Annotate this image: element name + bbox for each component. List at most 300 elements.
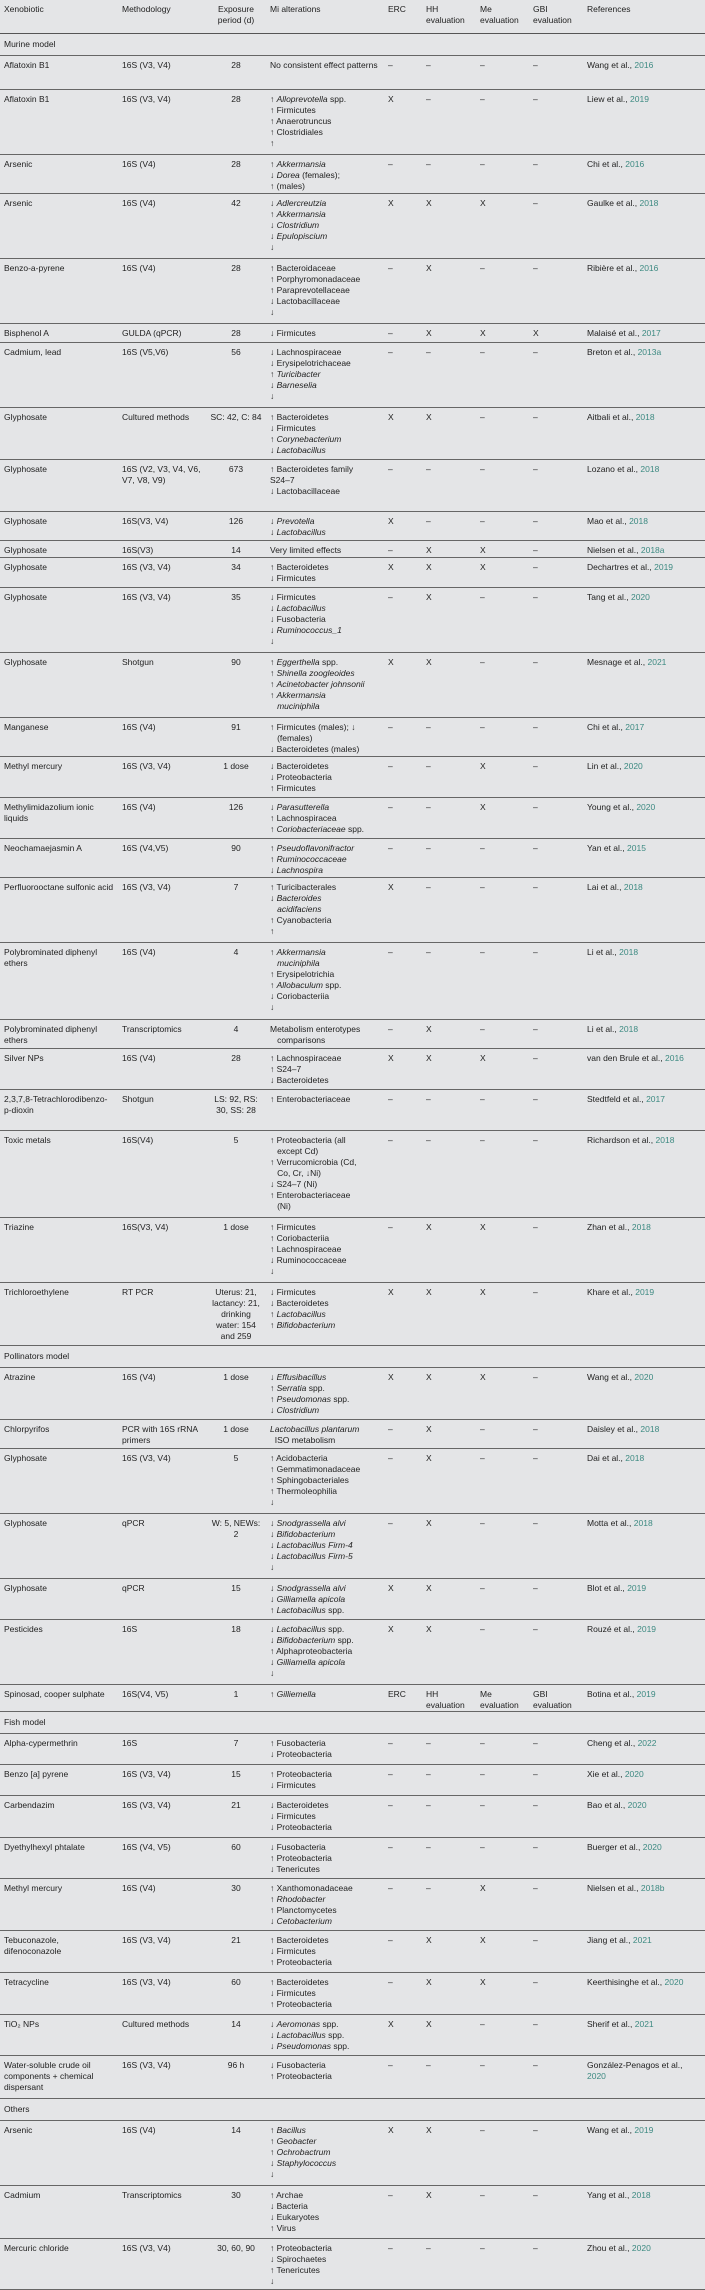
methodology-cell: 16S (V4): [118, 259, 206, 324]
gbi-cell: –: [529, 1879, 583, 1931]
reference-cell: Nielsen et al., 2018b: [583, 1879, 705, 1931]
reference-year-link[interactable]: 2018: [625, 1453, 645, 1463]
reference-cell: Yan et al., 2015: [583, 839, 705, 878]
col-header: Mi alterations: [266, 0, 384, 34]
table-row: [0, 1514, 705, 1579]
exposure-cell: 90: [206, 653, 266, 718]
reference-year-link[interactable]: 2018: [633, 1518, 653, 1528]
methodology-cell: Transcriptomics: [118, 1020, 206, 1049]
reference-cell: Jiang et al., 2021: [583, 1931, 705, 1973]
gbi-cell: –: [529, 2015, 583, 2056]
gbi-cell: –: [529, 90, 583, 155]
hh-cell: X: [422, 408, 476, 460]
table-row: [0, 1420, 705, 1449]
xenobiotic-cell: Methyl mercury: [0, 1879, 118, 1931]
erc-cell: –: [384, 1449, 422, 1514]
me-cell: –: [476, 1620, 529, 1685]
alterations-cell: ↓ Snodgrassella alvi ↓ Bifidobacterium ↓ Lactobacillus Firm-4 ↓ Lactobacillus Firm-5 ↓: [266, 1514, 384, 1579]
reference-year-link[interactable]: 2016: [634, 60, 654, 70]
exposure-cell: 1 dose: [206, 1420, 266, 1449]
xenobiotic-cell: Glyphosate: [0, 408, 118, 460]
reference-cell: Gaulke et al., 2018: [583, 194, 705, 259]
hh-cell: X: [422, 1368, 476, 1420]
xenobiotic-cell: Pesticides: [0, 1620, 118, 1685]
exposure-cell: 1 dose: [206, 1368, 266, 1420]
col-header: ERC: [384, 0, 422, 34]
table-row: [0, 2015, 705, 2056]
reference-cell: Breton et al., 2013a: [583, 343, 705, 408]
reference-cell: Yang et al., 2018: [583, 2186, 705, 2239]
col-header: Me evaluation: [476, 0, 529, 34]
methodology-cell: 16S(V4): [118, 1131, 206, 1218]
table-row: [0, 1838, 705, 1879]
me-cell: X: [476, 324, 529, 343]
me-cell: X: [476, 1218, 529, 1283]
xenobiotic-cell: Aflatoxin B1: [0, 90, 118, 155]
erc-cell: X: [384, 90, 422, 155]
alterations-cell: ↑ Akkermansia ↓ Dorea (females); ↑ (males): [266, 155, 384, 194]
gbi-cell: –: [529, 757, 583, 798]
me-cell: –: [476, 1420, 529, 1449]
erc-cell: –: [384, 718, 422, 757]
methodology-cell: 16S (V3, V4): [118, 1796, 206, 1838]
table-row: [0, 1049, 705, 1090]
me-cell: –: [476, 653, 529, 718]
reference-year-link[interactable]: 2018: [635, 412, 655, 422]
exposure-cell: 28: [206, 56, 266, 90]
alterations-cell: ↓ Snodgrassella alvi ↓ Gilliamella apicola ↑ Lactobacillus spp.: [266, 1579, 384, 1620]
reference-year-link[interactable]: 2020: [627, 1800, 647, 1810]
reference-year-link[interactable]: 2018: [629, 516, 648, 526]
methodology-cell: 16S (V5,V6): [118, 343, 206, 408]
xenobiotic-cell: Carbendazim: [0, 1796, 118, 1838]
table-row: [0, 839, 705, 878]
xenobiotic-cell: Arsenic: [0, 155, 118, 194]
gbi-cell: –: [529, 1368, 583, 1420]
alterations-cell: ↑ Proteobacteria ↓ Firmicutes: [266, 1765, 384, 1796]
me-cell: –: [476, 2015, 529, 2056]
erc-cell: –: [384, 1734, 422, 1765]
reference-year-link[interactable]: 2019: [635, 1287, 655, 1297]
alterations-cell: No consistent effect patterns: [266, 56, 384, 90]
col-header: HH evaluation: [422, 0, 476, 34]
me-cell: –: [476, 155, 529, 194]
me-cell: –: [476, 588, 529, 653]
table-row: [0, 1449, 705, 1514]
exposure-cell: 14: [206, 2121, 266, 2186]
xenobiotic-cell: Methyl mercury: [0, 757, 118, 798]
hh-cell: X: [422, 324, 476, 343]
reference-year-link[interactable]: 2017: [625, 722, 645, 732]
alterations-cell: ↑ Bacteroidetes ↓ Firmicutes ↑ Proteobacteria: [266, 1973, 384, 2015]
reference-cell: González-Penagos et al., 2020: [583, 2056, 705, 2099]
erc-cell: –: [384, 155, 422, 194]
hh-cell: –: [422, 155, 476, 194]
methodology-cell: Cultured methods: [118, 2015, 206, 2056]
me-cell: X: [476, 541, 529, 558]
table-row: [0, 1579, 705, 1620]
reference-cell: Wang et al., 2020: [583, 1368, 705, 1420]
methodology-cell: 16S (V4): [118, 1879, 206, 1931]
gbi-cell: –: [529, 512, 583, 541]
methodology-cell: 16S(V3): [118, 541, 206, 558]
reference-year-link[interactable]: 2018: [640, 1424, 660, 1434]
methodology-cell: qPCR: [118, 1514, 206, 1579]
exposure-cell: 28: [206, 259, 266, 324]
col-header: References: [583, 0, 705, 34]
gbi-cell: –: [529, 1218, 583, 1283]
xenobiotic-cell: Glyphosate: [0, 460, 118, 512]
reference-year-link[interactable]: 2020: [642, 1842, 662, 1852]
me-cell: X: [476, 194, 529, 259]
me-cell: –: [476, 1131, 529, 1218]
gbi-cell: –: [529, 541, 583, 558]
table-row: [0, 1368, 705, 1420]
me-cell: –: [476, 2186, 529, 2239]
reference-year-link[interactable]: 2018: [655, 1135, 675, 1145]
table-row: [0, 2186, 705, 2239]
reference-cell: Daisley et al., 2018: [583, 1420, 705, 1449]
reference-year-link[interactable]: 2019: [630, 94, 649, 104]
methodology-cell: RT PCR: [118, 1283, 206, 1346]
alterations-cell: ↓ Adlercreutzia ↑ Akkermansia ↓ Clostridium ↓ Epulopiscium ↓: [266, 194, 384, 259]
xenobiotic-cell: Alpha-cypermethrin: [0, 1734, 118, 1765]
gbi-cell: –: [529, 194, 583, 259]
reference-year-link[interactable]: 2017: [646, 1094, 665, 1104]
methodology-cell: Transcriptomics: [118, 2186, 206, 2239]
section-row: [0, 1346, 705, 1368]
alterations-cell: ↓ Effusibacillus ↑ Serratia spp. ↑ Pseudomonas spp. ↓ Clostridium: [266, 1368, 384, 1420]
erc-cell: –: [384, 1131, 422, 1218]
methodology-cell: 16S (V4, V5): [118, 1838, 206, 1879]
hh-cell: –: [422, 2056, 476, 2099]
me-cell: –: [476, 512, 529, 541]
reference-year-link[interactable]: 2015: [627, 843, 646, 853]
table-row: [0, 1879, 705, 1931]
reference-year-link[interactable]: 2016: [625, 159, 645, 169]
gbi-cell: –: [529, 1838, 583, 1879]
alterations-cell: ↑ Archae ↓ Bacteria ↓ Eukaryotes ↑ Virus: [266, 2186, 384, 2239]
table-row: [0, 1620, 705, 1685]
reference-cell: Young et al., 2020: [583, 798, 705, 839]
table-row: [0, 194, 705, 259]
me-cell: Me evaluation: [476, 1685, 529, 1712]
reference-cell: Li et al., 2018: [583, 1020, 705, 1049]
exposure-cell: 42: [206, 194, 266, 259]
reference-year-link[interactable]: 2019: [636, 1689, 656, 1699]
methodology-cell: 16S (V3, V4): [118, 1449, 206, 1514]
gbi-cell: –: [529, 878, 583, 943]
hh-cell: X: [422, 653, 476, 718]
reference-year-link[interactable]: 2013a: [637, 347, 662, 357]
exposure-cell: 56: [206, 343, 266, 408]
table-row: [0, 2056, 705, 2099]
reference-year-link[interactable]: 2019: [654, 562, 674, 572]
erc-cell: –: [384, 1838, 422, 1879]
gbi-cell: –: [529, 259, 583, 324]
methodology-cell: Shotgun: [118, 1090, 206, 1131]
table-row: [0, 1685, 705, 1712]
gbi-cell: –: [529, 408, 583, 460]
table-row: [0, 155, 705, 194]
erc-cell: –: [384, 1973, 422, 2015]
table-row: [0, 541, 705, 558]
reference-cell: Sherif et al., 2021: [583, 2015, 705, 2056]
hh-cell: X: [422, 259, 476, 324]
exposure-cell: 34: [206, 558, 266, 588]
exposure-cell: 15: [206, 1765, 266, 1796]
reference-year-link[interactable]: 2018: [631, 1222, 651, 1232]
reference-cell: Rouzé et al., 2019: [583, 1620, 705, 1685]
gbi-cell: –: [529, 56, 583, 90]
reference-year-link[interactable]: 2016: [664, 1053, 684, 1063]
reference-cell: Dai et al., 2018: [583, 1449, 705, 1514]
reference-year-link[interactable]: 2018: [631, 2190, 651, 2200]
alterations-cell: ↓ Lactobacillus spp. ↓ Bifidobacterium spp. ↑ Alphaproteobacteria ↓ Gilliamella apicola ↓: [266, 1620, 384, 1685]
alterations-cell: ↑ Bacillus ↑ Geobacter ↑ Ochrobactrum ↓ Staphylococcus ↓: [266, 2121, 384, 2186]
me-cell: –: [476, 878, 529, 943]
xenobiotic-cell: Glyphosate: [0, 541, 118, 558]
xenobiotic-cell: Glyphosate: [0, 558, 118, 588]
col-header: GBI evaluation: [529, 0, 583, 34]
erc-cell: X: [384, 1283, 422, 1346]
table-row: [0, 1796, 705, 1838]
gbi-cell: –: [529, 1931, 583, 1973]
gbi-cell: –: [529, 1020, 583, 1049]
section-title: Murine model: [0, 34, 705, 56]
reference-cell: Mao et al., 2018: [583, 512, 705, 541]
reference-year-link[interactable]: 2017: [641, 328, 661, 338]
hh-cell: HH evaluation: [422, 1685, 476, 1712]
erc-cell: X: [384, 512, 422, 541]
reference-cell: Ribière et al., 2016: [583, 259, 705, 324]
reference-year-link[interactable]: 2021: [634, 2019, 654, 2029]
xenobiotic-cell: Arsenic: [0, 194, 118, 259]
erc-cell: –: [384, 259, 422, 324]
reference-year-link[interactable]: 2020: [587, 2071, 606, 2081]
table-row: [0, 343, 705, 408]
table-row: [0, 1734, 705, 1765]
xenobiotic-cell: Cadmium: [0, 2186, 118, 2239]
exposure-cell: 7: [206, 878, 266, 943]
methodology-cell: 16S (V3, V4): [118, 90, 206, 155]
table-row: [0, 1020, 705, 1049]
hh-cell: X: [422, 1973, 476, 2015]
methodology-cell: 16S(V3, V4): [118, 512, 206, 541]
me-cell: X: [476, 1931, 529, 1973]
table-row: [0, 259, 705, 324]
gbi-cell: –: [529, 2239, 583, 2290]
gbi-cell: –: [529, 1283, 583, 1346]
reference-cell: Stedtfeld et al., 2017: [583, 1090, 705, 1131]
col-header: Xenobiotic: [0, 0, 118, 34]
alterations-cell: ↑ Pseudoflavonifractor ↑ Ruminococcaceae ↓ Lachnospira: [266, 839, 384, 878]
reference-year-link[interactable]: 2019: [627, 1583, 647, 1593]
exposure-cell: 60: [206, 1973, 266, 2015]
erc-cell: ERC: [384, 1685, 422, 1712]
gbi-cell: –: [529, 839, 583, 878]
alterations-cell: ↓ Firmicutes ↓ Bacteroidetes ↑ Lactobacillus ↑ Bifidobacterium: [266, 1283, 384, 1346]
reference-year-link[interactable]: 2020: [624, 1769, 644, 1779]
me-cell: –: [476, 460, 529, 512]
erc-cell: –: [384, 1765, 422, 1796]
xenobiotic-cell: Polybrominated diphenyl ethers: [0, 943, 118, 1020]
erc-cell: –: [384, 1420, 422, 1449]
methodology-cell: 16S: [118, 1620, 206, 1685]
reference-year-link[interactable]: 2018: [639, 198, 659, 208]
reference-year-link[interactable]: 2019: [637, 1624, 657, 1634]
table-row: [0, 1131, 705, 1218]
xenobiotic-cell: Tetracycline: [0, 1973, 118, 2015]
reference-year-link[interactable]: 2021: [632, 1935, 652, 1945]
hh-cell: –: [422, 798, 476, 839]
hh-cell: X: [422, 1049, 476, 1090]
alterations-cell: ↓ Fusobacteria ↑ Proteobacteria: [266, 2056, 384, 2099]
gbi-cell: –: [529, 943, 583, 1020]
hh-cell: –: [422, 1090, 476, 1131]
table-row: [0, 1765, 705, 1796]
methodology-cell: 16S (V3, V4): [118, 1765, 206, 1796]
reference-cell: van den Brule et al., 2016: [583, 1049, 705, 1090]
reference-year-link[interactable]: 2018b: [640, 1883, 665, 1893]
alterations-cell: ↑ Firmicutes (males); ↓ (females) ↓ Bacteroidetes (males): [266, 718, 384, 757]
methodology-cell: 16S (V4): [118, 194, 206, 259]
reference-cell: Khare et al., 2019: [583, 1283, 705, 1346]
erc-cell: –: [384, 1020, 422, 1049]
xenobiotic-cell: TiO₂ NPs: [0, 2015, 118, 2056]
reference-year-link[interactable]: 2018a: [640, 545, 665, 555]
methodology-cell: GULDA (qPCR): [118, 324, 206, 343]
hh-cell: X: [422, 1579, 476, 1620]
reference-cell: Liew et al., 2019: [583, 90, 705, 155]
hh-cell: X: [422, 2121, 476, 2186]
alterations-cell: ↑ Gilliemella: [266, 1685, 384, 1712]
hh-cell: X: [422, 1420, 476, 1449]
xenobiotic-cell: Polybrominated diphenyl ethers: [0, 1020, 118, 1049]
reference-year-link[interactable]: 2018: [619, 947, 639, 957]
erc-cell: X: [384, 1579, 422, 1620]
table-row: [0, 90, 705, 155]
reference-cell: Chi et al., 2016: [583, 155, 705, 194]
reference-cell: Nielsen et al., 2018a: [583, 541, 705, 558]
reference-cell: Lai et al., 2018: [583, 878, 705, 943]
hh-cell: X: [422, 1514, 476, 1579]
reference-year-link[interactable]: 2020: [630, 592, 650, 602]
erc-cell: –: [384, 343, 422, 408]
hh-cell: –: [422, 943, 476, 1020]
erc-cell: –: [384, 2239, 422, 2290]
me-cell: X: [476, 1049, 529, 1090]
methodology-cell: Cultured methods: [118, 408, 206, 460]
exposure-cell: 14: [206, 2015, 266, 2056]
me-cell: –: [476, 343, 529, 408]
reference-year-link[interactable]: 2022: [637, 1738, 657, 1748]
reference-year-link[interactable]: 2021: [647, 657, 667, 667]
reference-year-link[interactable]: 2016: [639, 263, 659, 273]
alterations-cell: ↑ Alloprevotella spp. ↑ Firmicutes ↑ Anaerotruncus ↑ Clostridiales ↑: [266, 90, 384, 155]
methodology-cell: 16S (V3, V4): [118, 1931, 206, 1973]
reference-year-link[interactable]: 2020: [634, 1372, 654, 1382]
me-cell: –: [476, 1765, 529, 1796]
alterations-cell: ↑ Turicibacterales ↓ Bacteroides acidifaciens ↑ Cyanobacteria ↑: [266, 878, 384, 943]
reference-cell: Motta et al., 2018: [583, 1514, 705, 1579]
alterations-cell: ↑ Proteobacteria (all except Cd) ↑ Verrucomicrobia (Cd, Co, Cr, ↓Ni) ↓ S24–7 (Ni) ↑ Enterobacteriaceae (Ni): [266, 1131, 384, 1218]
table-row: [0, 943, 705, 1020]
alterations-cell: ↑ Proteobacteria ↓ Spirochaetes ↑ Tenericutes ↓: [266, 2239, 384, 2290]
reference-cell: Mesnage et al., 2021: [583, 653, 705, 718]
alterations-cell: ↓ Parasutterella ↑ Lachnospiracea ↑ Coriobacteriaceae spp.: [266, 798, 384, 839]
reference-year-link[interactable]: 2018: [619, 1024, 639, 1034]
table-row: [0, 798, 705, 839]
gbi-cell: –: [529, 588, 583, 653]
alterations-cell: ↑ Firmicutes ↑ Coriobacteriia ↑ Lachnospiraceae ↓ Ruminococcaceae ↓: [266, 1218, 384, 1283]
methodology-cell: 16S (V4,V5): [118, 839, 206, 878]
xenobiotic-cell: Water-soluble crude oil components + chemical dispersant: [0, 2056, 118, 2099]
gbi-cell: –: [529, 1734, 583, 1765]
gbi-cell: –: [529, 1765, 583, 1796]
table-row: [0, 1931, 705, 1973]
alterations-cell: ↑ Bacteroidetes ↓ Firmicutes ↑ Corynebacterium ↓ Lactobacillus: [266, 408, 384, 460]
alterations-cell: ↑ Eggerthella spp. ↑ Shinella zoogleoides ↑ Acinetobacter johnsonii ↑ Akkermansia muciniphila: [266, 653, 384, 718]
exposure-cell: Uterus: 21, lactancy: 21, drinking water: 154 and 259: [206, 1283, 266, 1346]
hh-cell: –: [422, 718, 476, 757]
hh-cell: X: [422, 1449, 476, 1514]
hh-cell: X: [422, 1931, 476, 1973]
gbi-cell: –: [529, 558, 583, 588]
exposure-cell: 15: [206, 1579, 266, 1620]
xenobiotic-cell: Mercuric chloride: [0, 2239, 118, 2290]
me-cell: X: [476, 1368, 529, 1420]
alterations-cell: ↑ Bacteroidetes ↓ Firmicutes: [266, 558, 384, 588]
table-body: [0, 34, 705, 2290]
me-cell: –: [476, 1514, 529, 1579]
reference-year-link[interactable]: 2020: [664, 1977, 684, 1987]
table-header-row: [0, 0, 705, 34]
alterations-cell: ↓ Firmicutes ↓ Lactobacillus ↓ Fusobacteria ↓ Ruminococcus_1 ↓: [266, 588, 384, 653]
reference-year-link[interactable]: 2019: [634, 2125, 654, 2135]
alterations-cell: ↓ Firmicutes: [266, 324, 384, 343]
section-row: [0, 2099, 705, 2121]
exposure-cell: 4: [206, 943, 266, 1020]
reference-cell: Cheng et al., 2022: [583, 1734, 705, 1765]
reference-cell: Zhan et al., 2018: [583, 1218, 705, 1283]
me-cell: –: [476, 2121, 529, 2186]
table-row: [0, 460, 705, 512]
alterations-cell: ↓ Aeromonas spp. ↓ Lactobacillus spp. ↓ Pseudomonas spp.: [266, 2015, 384, 2056]
erc-cell: –: [384, 2186, 422, 2239]
reference-cell: Lozano et al., 2018: [583, 460, 705, 512]
gbi-cell: –: [529, 1449, 583, 1514]
reference-year-link[interactable]: 2018: [640, 464, 660, 474]
alterations-cell: ↓ Prevotella ↓ Lactobacillus: [266, 512, 384, 541]
xenobiotic-cell: Benzo [a] pyrene: [0, 1765, 118, 1796]
xenobiotic-cell: Glyphosate: [0, 1579, 118, 1620]
section-title: Others: [0, 2099, 705, 2121]
exposure-cell: 1 dose: [206, 1218, 266, 1283]
methodology-cell: 16S: [118, 1734, 206, 1765]
methodology-cell: Shotgun: [118, 653, 206, 718]
erc-cell: X: [384, 1368, 422, 1420]
reference-year-link[interactable]: 2020: [623, 761, 643, 771]
methodology-cell: 16S (V4): [118, 155, 206, 194]
me-cell: –: [476, 1796, 529, 1838]
reference-year-link[interactable]: 2018: [623, 882, 643, 892]
reference-cell: Chi et al., 2017: [583, 718, 705, 757]
reference-year-link[interactable]: 2020: [636, 802, 656, 812]
hh-cell: –: [422, 1838, 476, 1879]
reference-year-link[interactable]: 2020: [631, 2243, 651, 2253]
hh-cell: X: [422, 2186, 476, 2239]
